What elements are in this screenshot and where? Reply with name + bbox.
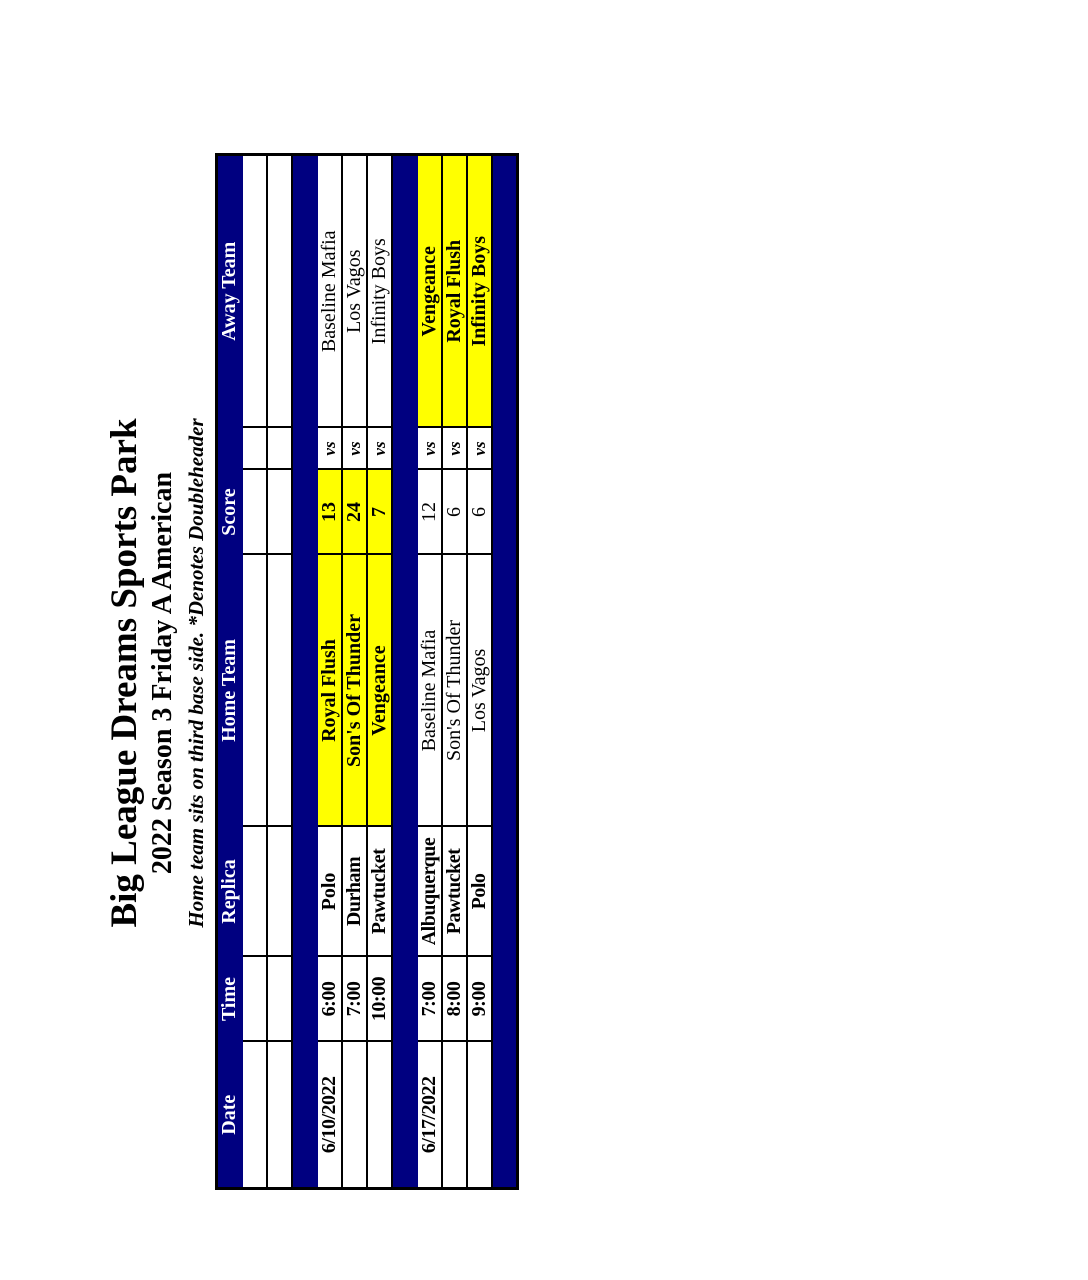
separator-row [492,155,518,1189]
cell-vs: vs [317,428,342,470]
cell-away-team: Baseline Mafia [317,155,342,428]
header-row [217,155,243,1189]
cell-date [367,1042,392,1189]
cell-date [442,1042,467,1189]
cell-away-team: Vengeance [417,155,442,428]
header-date: Date [217,1042,243,1189]
cell-replica: Albuquerque [417,827,442,957]
cell-vs: vs [367,428,392,470]
cell-time: 6:00 [317,957,342,1042]
header-away-team: Away Team [217,155,243,428]
separator-row [292,155,317,1189]
blank-row [267,155,292,1189]
cell-time: 7:00 [417,957,442,1042]
cell-replica: Polo [467,827,492,957]
cell-score: 7 [367,470,392,555]
cell-vs: vs [342,428,367,470]
cell-home-team: Royal Flush [317,555,342,827]
cell-score: 12 [417,470,442,555]
cell-home-team: Vengeance [367,555,392,827]
cell-date [467,1042,492,1189]
cell-away-team: Royal Flush [442,155,467,428]
header-score: Score [217,470,243,555]
cell-replica: Polo [317,827,342,957]
page-title: Big League Dreams Sports Park [104,418,145,928]
cell-date: 6/10/2022 [317,1042,342,1189]
cell-away-team: Infinity Boys [467,155,492,428]
table-row [417,155,442,1189]
cell-time: 9:00 [467,957,492,1042]
cell-replica: Pawtucket [367,827,392,957]
page-note: Home team sits on third base side. *Denotes Doubleheader [184,418,208,928]
cell-replica: Pawtucket [442,827,467,957]
cell-score: 13 [317,470,342,555]
cell-time: 7:00 [342,957,367,1042]
cell-vs: vs [417,428,442,470]
cell-time: 10:00 [367,957,392,1042]
table-row [467,155,492,1189]
table-row [442,155,467,1189]
header-time: Time [217,957,243,1042]
cell-home-team: Baseline Mafia [417,555,442,827]
cell-home-team: Son's Of Thunder [342,555,367,827]
header-vs [217,428,243,470]
cell-score: 6 [467,470,492,555]
cell-vs: vs [442,428,467,470]
blank-row [242,155,267,1189]
cell-home-team: Los Vagos [467,555,492,827]
separator-row [392,155,417,1189]
cell-score: 24 [342,470,367,555]
cell-home-team: Son's Of Thunder [442,555,467,827]
cell-score: 6 [442,470,467,555]
cell-away-team: Infinity Boys [367,155,392,428]
cell-date: 6/17/2022 [417,1042,442,1189]
table-row [367,155,392,1189]
schedule-table [215,153,519,1190]
cell-time: 8:00 [442,957,467,1042]
header-replica: Replica [217,827,243,957]
table-row [317,155,342,1189]
page-subtitle: 2022 Season 3 Friday A American [147,471,178,875]
cell-date [342,1042,367,1189]
schedule-sheet [105,156,571,1190]
table-row [342,155,367,1189]
header-home-team: Home Team [217,555,243,827]
cell-replica: Durham [342,827,367,957]
cell-away-team: Los Vagos [342,155,367,428]
cell-vs: vs [467,428,492,470]
